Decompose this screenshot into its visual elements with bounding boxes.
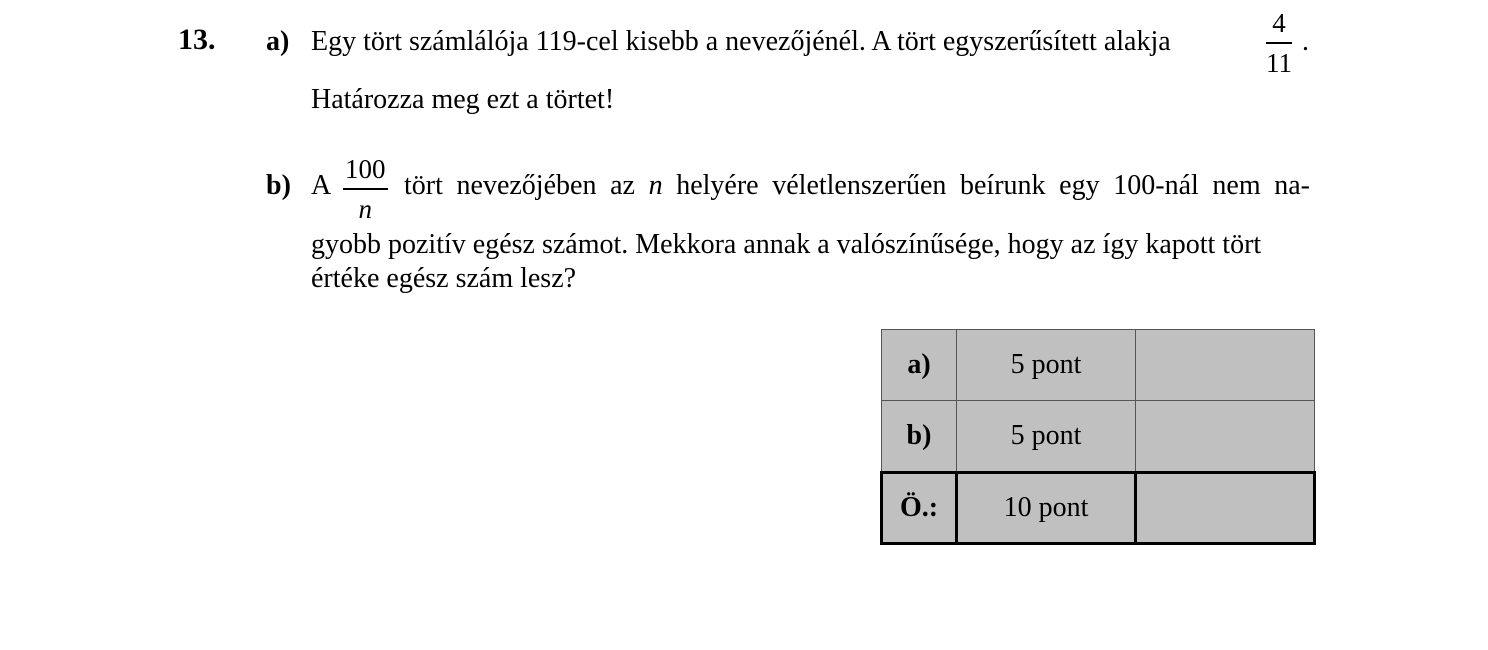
score-row-a (882, 330, 1315, 401)
part-b-line1-a: tört nevezőjében az (404, 170, 635, 201)
part-b-variable-n: n (648, 170, 663, 201)
part-a-label: a) (266, 26, 290, 57)
part-b-pre: A (311, 170, 332, 201)
part-b-line3: értéke egész szám lesz? (311, 263, 577, 294)
score-row-b (882, 401, 1315, 473)
part-b-fraction-denominator: n (358, 193, 372, 224)
part-a-fraction (1266, 10, 1292, 77)
part-a-fraction-numerator: 4 (1272, 8, 1286, 38)
part-a-fraction-denominator: 11 (1266, 47, 1292, 78)
score-row-label: a) (882, 330, 957, 401)
score-row-total (882, 473, 1315, 544)
score-row-points: 5 pont (957, 330, 1136, 401)
part-b-label: b) (266, 170, 291, 201)
part-b-line1 (404, 170, 1310, 202)
part-a-line2: Határozza meg ezt a törtet! (311, 84, 615, 115)
score-row-label: b) (882, 401, 957, 473)
problem-number: 13. (178, 23, 216, 56)
score-row-score-field[interactable] (1136, 330, 1315, 401)
score-table (880, 329, 1316, 545)
part-b-fraction (343, 156, 388, 223)
part-a-fraction-period: . (1302, 26, 1309, 57)
score-row-score-field[interactable] (1136, 473, 1315, 544)
score-row-label: Ö.: (882, 473, 957, 544)
part-b-line2: gyobb pozitív egész számot. Mekkora annak a valószínűsége, hogy az így kapott tört (311, 229, 1262, 260)
part-a-line1: Egy tört számlálója 119-cel kisebb a nevezőjénél. A tört egyszerűsített alakja (311, 26, 1171, 57)
score-row-points: 5 pont (957, 401, 1136, 473)
part-b-fraction-numerator: 100 (345, 154, 386, 184)
score-row-points: 10 pont (957, 473, 1136, 544)
score-row-score-field[interactable] (1136, 401, 1315, 473)
part-b-line1-b: helyére véletlenszerűen beírunk egy 100-nál nem na- (676, 170, 1311, 201)
